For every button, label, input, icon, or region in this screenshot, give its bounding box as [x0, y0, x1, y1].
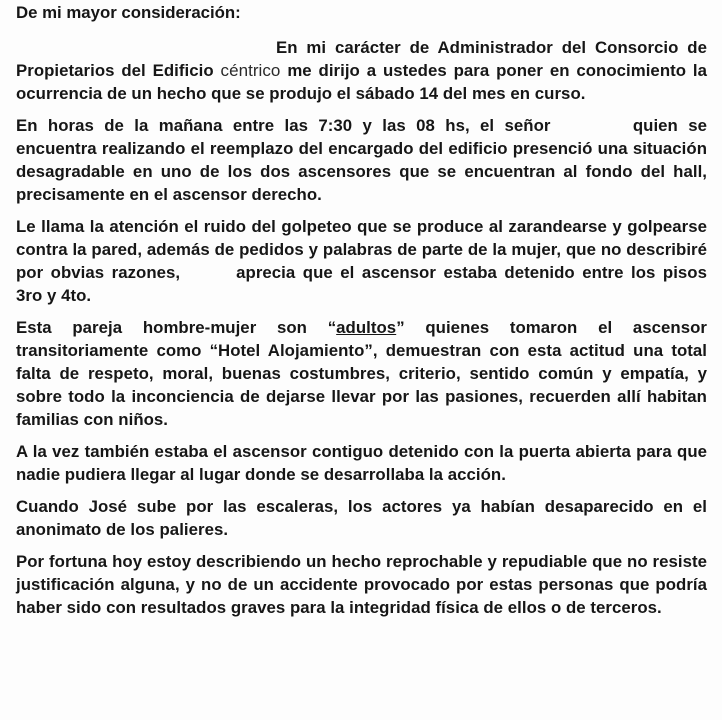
paragraph-3-part-a: Le llama la atención el ruido del golpeteo que se produce al zarandearse y golpearse contra la pared, además de pedidos y palabras de parte de la mujer, que no describiré por obvias razones,	[16, 217, 707, 282]
letter-salutation: De mi mayor consideración:	[16, 3, 241, 22]
paragraph-2	[16, 114, 707, 206]
paragraph-1-part-b: me dirijo a ustedes para poner en conocimiento la ocurrencia de un hecho que se produjo el sábado 14 del mes en curso.	[16, 61, 708, 103]
paragraph-1	[16, 36, 707, 105]
paragraph-5: A la vez también estaba el ascensor contiguo detenido con la puerta abierta para que nadie pudiera llegar al lugar donde se desarrollaba la acción.	[16, 442, 707, 484]
emphasized-word: adultos	[336, 318, 397, 337]
paragraph-4-part-a: Esta pareja hombre-mujer son “	[16, 318, 337, 337]
handwritten-building-name: céntrico	[220, 61, 281, 80]
paragraph-6: Cuando José sube por las escaleras, los actores ya habían desaparecido en el anonimato de los palieres.	[16, 497, 707, 539]
paragraph-2-part-a: En horas de la mañana entre las 7:30 y las 08 hs, el señor	[16, 116, 551, 135]
paragraph-1-part-a: En mi carácter de Administrador del Consorcio de Propietarios del Edificio	[16, 38, 707, 80]
paragraph-7: Por fortuna hoy estoy describiendo un hecho reprochable y repudiable que no resiste justificación alguna, y no de un accidente provocado por estas personas que podría haber sido con resultados graves para la integridad física de ellos o de terceros.	[16, 552, 707, 617]
paragraph-4	[16, 316, 707, 431]
paragraph-4-part-b: ” quienes tomaron el ascensor transitoriamente como “Hotel Alojamiento”, demuestran con esta actitud una total falta de respeto, moral, buenas costumbres, criterio, sentido común y empatía, y sobre todo la inconciencia de dejarse llevar por las pasiones, recuerden allí habitan familias con niños.	[16, 318, 707, 429]
paragraph-3	[16, 215, 707, 307]
paragraph-2-part-b: quien se encuentra realizando el reemplazo del encargado del edificio presenció una situación desagradable en uno de los dos ascensores que se encuentran al fondo del hall, precisamente en el ascensor derecho.	[16, 116, 707, 204]
paragraph-3-part-b: aprecia que el ascensor estaba detenido entre los pisos 3ro y 4to.	[16, 263, 707, 305]
